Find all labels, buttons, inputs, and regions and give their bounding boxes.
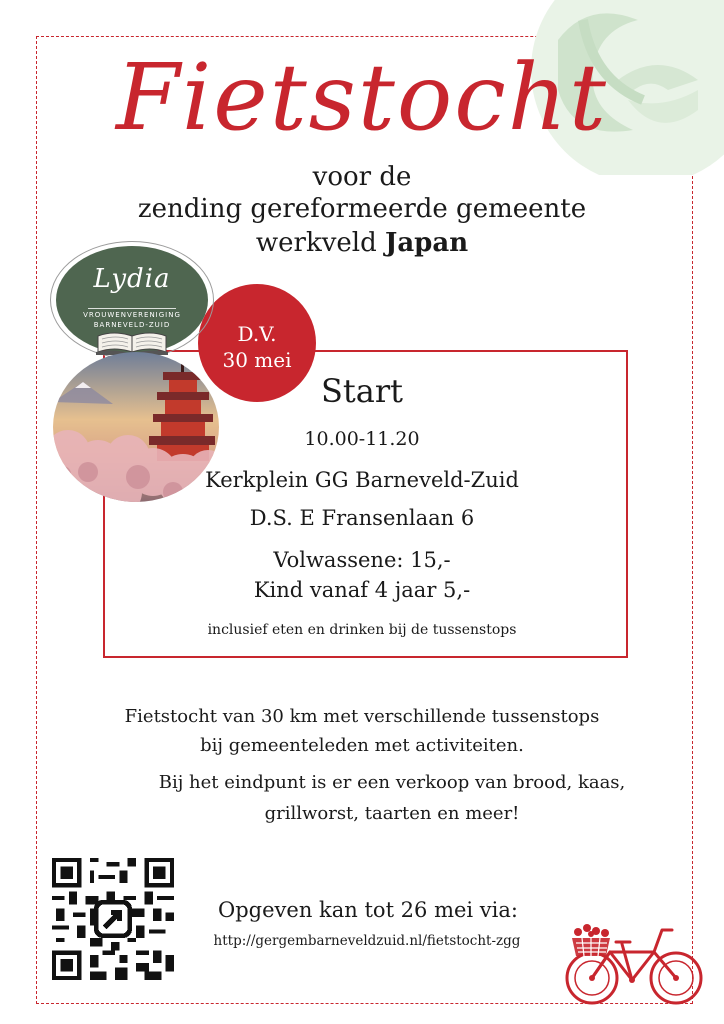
price-included-note: inclusief eten en drinken bij de tussenstops <box>207 622 517 638</box>
date-badge-line-2: 30 mei <box>222 348 292 372</box>
subtitle-line-3-country: Japan <box>385 228 469 258</box>
signup-url[interactable]: http://gergembarneveldzuid.nl/fietstocht-zgg <box>213 933 521 949</box>
start-time: 10.00-11.20 <box>304 428 420 450</box>
lydia-logo-subtitle-1: VROUWENVERENIGING <box>83 311 181 319</box>
signup-text: Opgeven kan tot 26 mei via: <box>218 898 518 922</box>
start-location: Kerkplein GG Barneveld-Zuid <box>205 468 519 492</box>
lydia-logo-name: Lydia <box>93 264 171 294</box>
price-child: Kind vanaf 4 jaar 5,- <box>253 578 471 602</box>
lydia-logo <box>56 246 208 354</box>
subtitle-line-2: zending gereformeerde gemeente <box>137 194 587 224</box>
description-line-4: grillworst, taarten en meer! <box>264 803 520 824</box>
description-line-3: Bij het eindpunt is er een verkoop van brood, kaas, <box>158 772 626 793</box>
lydia-logo-subtitle-2: BARNEVELD-ZUID <box>93 321 171 329</box>
start-heading: Start <box>320 372 403 410</box>
title: Fietstocht <box>116 44 608 151</box>
bicycle-with-basket-icon <box>560 916 708 1008</box>
description-line-2: bij gemeenteleden met activiteiten. <box>200 735 524 756</box>
start-address: D.S. E Fransenlaan 6 <box>249 506 475 530</box>
subtitle-line-3-prefix: werkveld <box>255 228 386 258</box>
price-adult: Volwassene: 15,- <box>273 548 451 572</box>
subtitle-line-1: voor de <box>312 162 412 192</box>
description-line-1: Fietstocht van 30 km met verschillende tussenstops <box>124 706 600 727</box>
lydia-logo-rule <box>88 308 176 309</box>
date-badge-line-1: D.V. <box>237 322 277 346</box>
